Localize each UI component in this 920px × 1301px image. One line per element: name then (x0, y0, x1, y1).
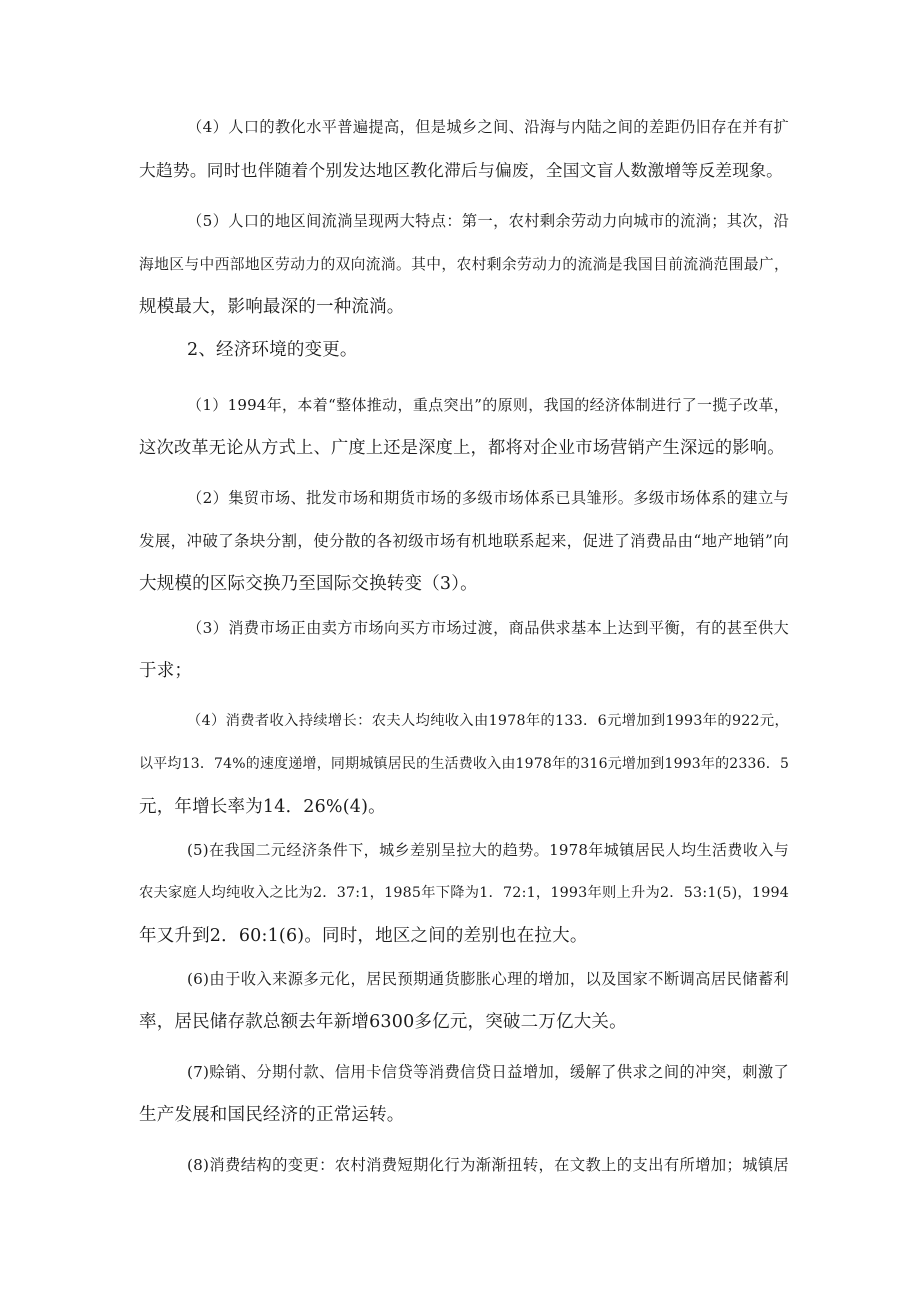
text-line: 发展，冲破了条块分割，使分散的各初级市场有机地联系起来，促进了消费品由“地产地销”向 (139, 532, 789, 550)
paragraph-income-growth (139, 700, 789, 829)
text-line: 农夫家庭人均纯收入之比为2．37:1，1985年下降为1．72:1，1993年则上升为2．53:1(5)，1994 (139, 885, 789, 901)
text-line: 大趋势。同时也伴随着个别发达地区教化滞后与偏废，全国文盲人数激增等反差现象。 (139, 160, 784, 180)
text-line: （3）消费市场正由卖方市场向买方市场过渡，商品供求基本上达到平衡，有的甚至供大 (187, 619, 789, 637)
text-line: （4）人口的教化水平普遍提高，但是城乡之间、沿海与内陆之间的差距仍旧存在并有扩 (187, 118, 789, 136)
text-line: 海地区与中西部地区劳动力的双向流淌。其中，农村剩余劳动力的流淌是我国目前流淌范围最广， (139, 256, 789, 273)
paragraph-economic-reform (139, 384, 789, 470)
text-line: (7)赊销、分期付款、信用卡信贷等消费信贷日益增加，缓解了供求之间的冲突，刺激了 (187, 1063, 789, 1081)
text-line: 大规模的区际交换乃至国际交换转变（3）。 (139, 574, 478, 594)
section-heading-economic-environment (139, 329, 789, 372)
text-line: 元，年增长率为14．26%(4)。 (139, 797, 386, 817)
text-line: 生产发展和国民经济的正常运转。 (139, 1105, 405, 1125)
text-line: （5）人口的地区间流淌呈现两大特点：第一，农村剩余劳动力向城市的流淌；其次，沿 (187, 212, 789, 230)
text-line: 2、经济环境的变更。 (187, 340, 358, 360)
text-line: (8)消费结构的变更：农村消费短期化行为渐渐扭转，在文教上的支出有所增加；城镇居 (187, 1156, 789, 1174)
text-line: 率，居民储存款总额去年新增6300多亿元，突破二万亿大关。 (139, 1012, 627, 1032)
text-line: （2）集贸市场、批发市场和期货市场的多级市场体系已具雏形。多级市场体系的建立与 (187, 489, 789, 507)
paragraph-population-education (139, 106, 789, 192)
paragraph-consumer-market (139, 607, 789, 693)
paragraph-population-migration (139, 200, 789, 329)
text-line: 这次改革无论从方式上、广度上还是深度上，都将对企业市场营销产生深远的影响。 (139, 438, 785, 458)
paragraph-consumption-structure (139, 1144, 789, 1187)
paragraph-savings (139, 958, 789, 1044)
paragraph-consumer-credit (139, 1051, 789, 1137)
text-line: （1）1994年，本着“整体推动，重点突出”的原则，我国的经济体制进行了一揽子改革， (187, 396, 789, 414)
paragraph-urban-rural-gap (139, 829, 789, 958)
text-line: (6)由于收入来源多元化，居民预期通货膨胀心理的增加，以及国家不断调高居民储蓄利 (187, 970, 789, 988)
text-line: （4）消费者收入持续增长：农夫人均纯收入由1978年的133．6元增加到1993年的922元， (187, 713, 789, 729)
text-line: 规模最大，影响最深的一种流淌。 (139, 297, 405, 317)
text-line: (5)在我国二元经济条件下，城乡差别呈拉大的趋势。1978年城镇居民人均生活费收入与 (187, 841, 789, 859)
text-line: 以平均13．74%的速度递增，同期城镇居民的生活费收入由1978年的316元增加到1993年的2336．5 (139, 756, 790, 772)
paragraph-market-system (139, 477, 789, 606)
text-line: 于求； (139, 661, 193, 681)
text-line: 年又升到2．60:1(6)。同时，地区之间的差别也在拉大。 (139, 926, 588, 946)
